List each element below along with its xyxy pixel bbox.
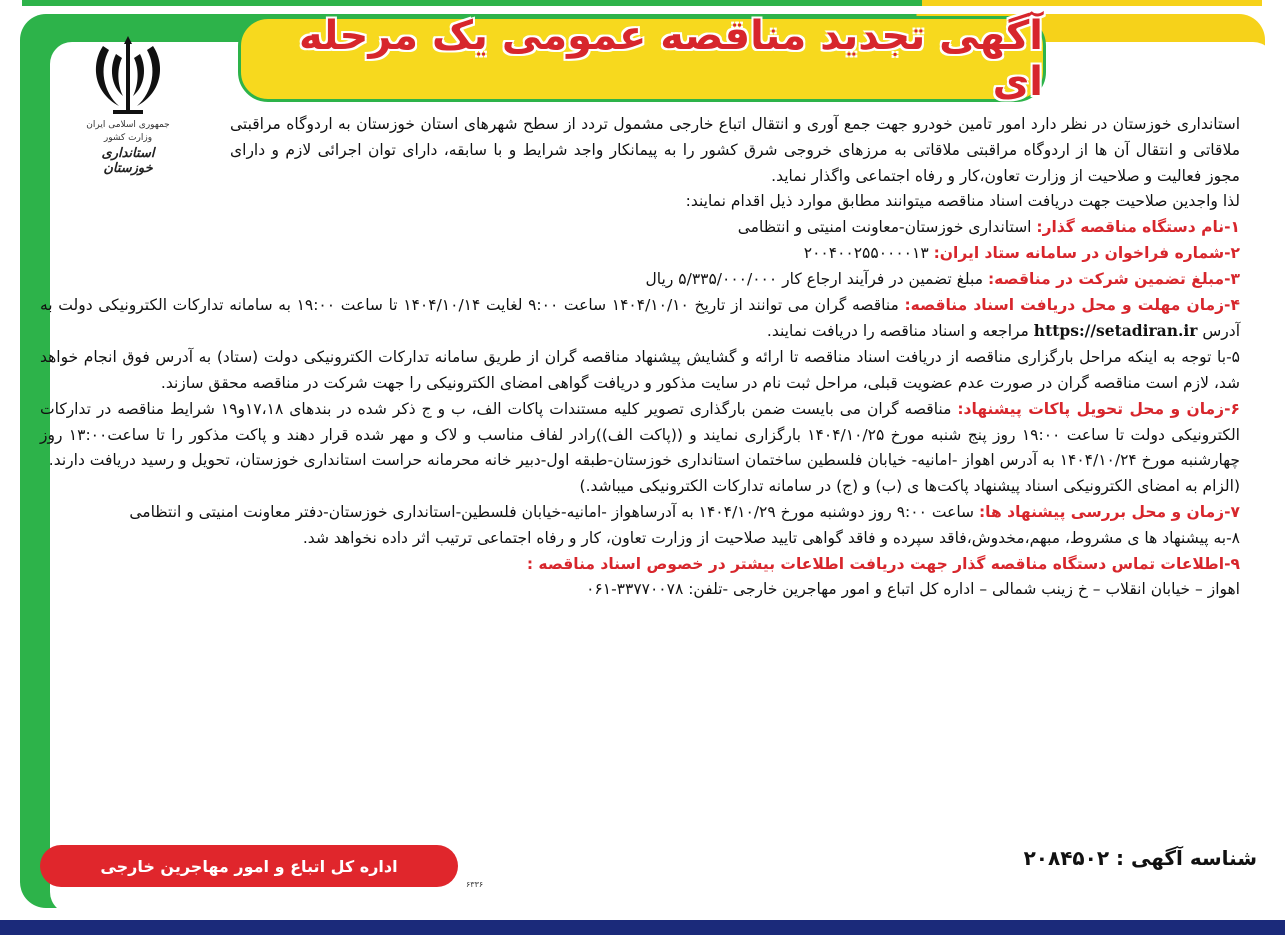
item-3 (40, 267, 1240, 293)
item-6-label: ۶-زمان و محل تحویل پاکات پیشنهاد: (957, 399, 1240, 418)
item-6-text: مناقصه گران می بایست ضمن بارگذاری تصویر کلیه مستندات پاکات الف، ب و ج ذکر شده در بندهای ۱۷،۱۸و۱۹ شرایط مناقصه در تدارکات الکترونیکی دولت تا ساعت ۱۹:۰۰ روز پنج شنبه مورخ ۱۴۰۴/۱۰/۲۵ بارگزاری نمایند و ((پاکت الف))رادر لفاف مناسب و لاک و مهر شده قرار دهند و پاکت مذکور را تا ساعت۱۳:۰۰ روز چهارشنبه مورخ ۱۴۰۴/۱۰/۲۴ به آدرس اهواز -امانیه- خیابان فلسطین ساختمان استانداری خوزستان-طبقه اول-دبیر خانه محرمانه حراست استانداری خوزستان، تحویل و رسید دریافت دارند. (40, 399, 1240, 470)
item-9-text: اهواز – خیابان انقلاب – خ زینب شمالی – اداره کل اتباع و امور مهاجرین خارجی -تلفن: ۳۳۷۷۰۰۷۸-۰۶۱ (586, 580, 1240, 599)
item-4-text-a: مناقصه گران می توانند از تاریخ ۱۴۰۴/۱۰/۱۰ ساعت ۹:۰۰ لغایت ۱۴۰۴/۱۰/۱۴ تا ساعت ۱۹:۰۰ به سامانه تدارکات الکترونیکی دولت به آدرس (40, 295, 1240, 341)
print-code: ۶۳۳۶ (466, 880, 484, 889)
item-6-note: (الزام به امضای الکترونیکی اسناد پیشنهاد پاکت‌ها ی (ب) و (ج) در سامانه تدارکات الکترونیکی میباشد.) (579, 477, 1240, 496)
ad-body (40, 112, 1240, 852)
item-1-text: استانداری خوزستان-معاونت امنیتی و انتظامی (737, 218, 1037, 237)
top-strip-green (22, 0, 922, 6)
item-2-text: ۲۰۰۴۰۰۲۵۵۰۰۰۰۱۳ (803, 243, 934, 262)
item-4-label: ۴-زمان مهلت و محل دریافت اسناد مناقصه: (904, 295, 1240, 314)
ad-id: شناسه آگهی : ۲۰۸۴۵۰۲ (1023, 846, 1257, 870)
item-2-label: ۲-شماره فراخوان در سامانه ستاد ایران: (933, 243, 1240, 262)
lead-line: لذا واجدین صلاحیت جهت دریافت اسناد مناقصه میتوانند مطابق موارد ذیل اقدام نمایند: (685, 192, 1240, 211)
item-1-label: ۱-نام دستگاه مناقصه گذار: (1036, 218, 1240, 237)
emblem-line2: وزارت کشور (103, 133, 153, 143)
item-7 (40, 500, 1240, 526)
item-6 (40, 397, 1240, 474)
item-9-label: ۹-اطلاعات تماس دستگاه مناقصه گذار جهت دریافت اطلاعات بیشتر در خصوص اسناد مناقصه : (526, 554, 1240, 573)
org-badge-text: اداره کل اتباع و امور مهاجرین خارجی (100, 856, 398, 876)
top-strip-yellow (922, 0, 1262, 6)
item-7-text: ساعت ۹:۰۰ روز دوشنبه مورخ ۱۴۰۴/۱۰/۲۹ به آدرساهواز -امانیه-خیابان فلسطین-استانداری خوزستان-دفتر معاونت امنیتی و انتظامی (129, 502, 979, 521)
item-3-label: ۳-مبلغ تضمین شرکت در مناقصه: (987, 269, 1240, 288)
item-5: ۵-با توجه به اینکه مراحل بارگزاری مناقصه از دریافت اسناد مناقصه تا ارائه و گشایش پیشنهاد مناقصه گران از طریق سامانه تدارکات الکترونیکی دولت (ستاد) به آدرس فوق انجام خواهد شد، لازم است مناقصه گران در صورت عدم عضویت قبلی، مراحل ثبت نام در سایت مذکور و دریافت گواهی امضای الکترونیکی را جهت شرکت در مناقصه محقق سازند. (40, 348, 1240, 392)
org-badge (40, 845, 458, 887)
emblem-line1: جمهوری اسلامی ایران (86, 120, 170, 130)
bottom-band (0, 920, 1285, 935)
item-7-label: ۷-زمان و محل بررسی پیشنهاد ها: (978, 502, 1240, 521)
item-3-text: مبلغ تضمین در فرآیند ارجاع کار ۵/۳۳۵/۰۰۰/۰۰۰ ریال (645, 269, 988, 288)
iran-emblem-icon (89, 36, 167, 118)
ad-title: آگهی تجدید مناقصه عمومی یک مرحله ای (298, 13, 1043, 105)
item-8: ۸-به پیشنهاد ها ی مشروط، مبهم،مخدوش،فاقد سپرده و فاقد گواهی تایید صلاحیت از وزارت تعاون، کار و رفاه اجتماعی ترتیب اثر داده نخواهد شد. (302, 528, 1240, 547)
setadiran-link[interactable]: https://setadiran.ir (1033, 321, 1198, 341)
top-strip (0, 0, 1285, 12)
intro-paragraph: استانداری خوزستان در نظر دارد امور تامین خودرو جهت جمع آوری و انتقال اتباع خارجی مشمول تردد از سطح شهرهای استان خوزستان به اردوگاه مراقبتی ملاقاتی و انتقال آن ها از اردوگاه مراقبتی ملاقاتی به مرزهای خروجی شرق کشور را به پیمانکار واجد شرایط و با سابقه، دارای توان اجرائی لازم و دارای مجوز فعالیت و صلاحیت از وزارت تعاون،کار و رفاه اجتماعی واگذار نماید. (230, 115, 1240, 185)
item-1 (40, 215, 1240, 241)
item-4 (40, 293, 1240, 346)
title-banner (238, 13, 1046, 105)
emblem-org: استانداری خوزستان (101, 146, 155, 176)
item-2 (40, 241, 1240, 267)
item-4-text-b: مراجعه و اسناد مناقصه را دریافت نمایند. (766, 322, 1034, 341)
